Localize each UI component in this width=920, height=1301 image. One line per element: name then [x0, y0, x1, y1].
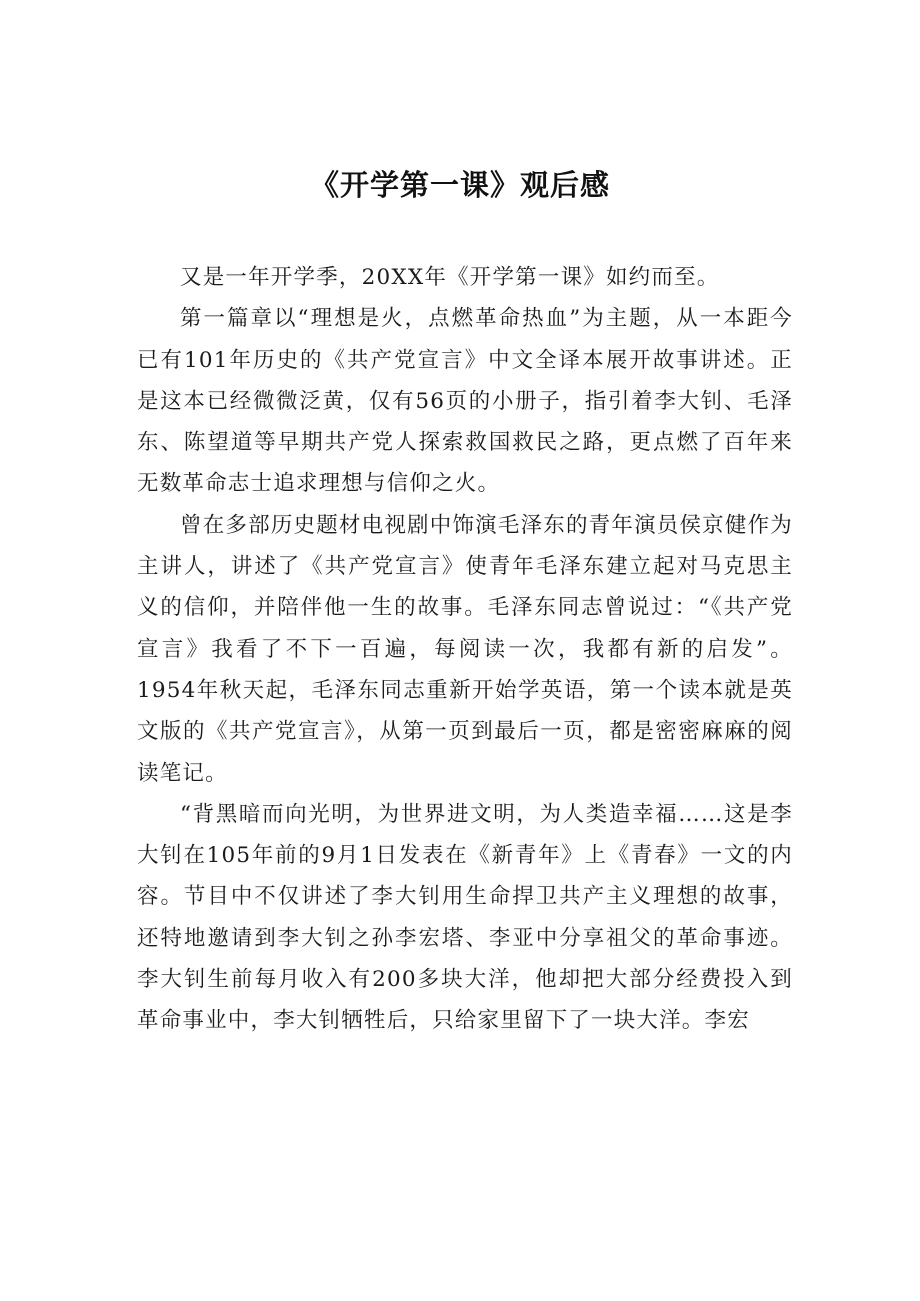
paragraph-4: “背黑暗而向光明，为世界进文明，为人类造幸福……这是李大钊在105年前的9月1日发表在《新青年》上《青春》一文的内容。节目中不仅讲述了李大钊用生命捍卫共产主义理想的故事，还特地邀请到李大钊之孙李宏塔、李亚中分享祖父的革命事迹。李大钊生前每月收入有200多块大洋，他却把大部分经费投入到革命事业中，李大钊牺牲后，只给家里留下了一块大洋。李宏 [137, 801, 793, 1034]
paragraph-2: 第一篇章以“理想是火，点燃革命热血”为主题，从一本距今已有101年历史的《共产党宣言》中文全译本展开故事讲述。正是这本已经微微泛黄，仅有56页的小册子，指引着李大钊、毛泽东、陈望道等早期共产党人探索救国救民之路，更点燃了百年来无数革命志士追求理想与信仰之火。 [137, 306, 793, 497]
document-body [137, 257, 793, 1042]
document-title: 《开学第一课》观后感 [309, 168, 610, 202]
paragraph-1: 又是一年开学季，20XX年《开学第一课》如约而至。 [180, 265, 720, 290]
paragraph-3: 曾在多部历史题材电视剧中饰演毛泽东的青年演员侯京健作为主讲人，讲述了《共产党宣言》使青年毛泽东建立起对马克思主义的信仰，并陪伴他一生的故事。毛泽东同志曾说过：“《共产党宣言》我看了不下一百遍，每阅读一次，我都有新的启发”。1954年秋天起，毛泽东同志重新开始学英语，第一个读本就是英文版的《共产党宣言》，从第一页到最后一页，都是密密麻麻的阅读笔记。 [137, 512, 793, 786]
